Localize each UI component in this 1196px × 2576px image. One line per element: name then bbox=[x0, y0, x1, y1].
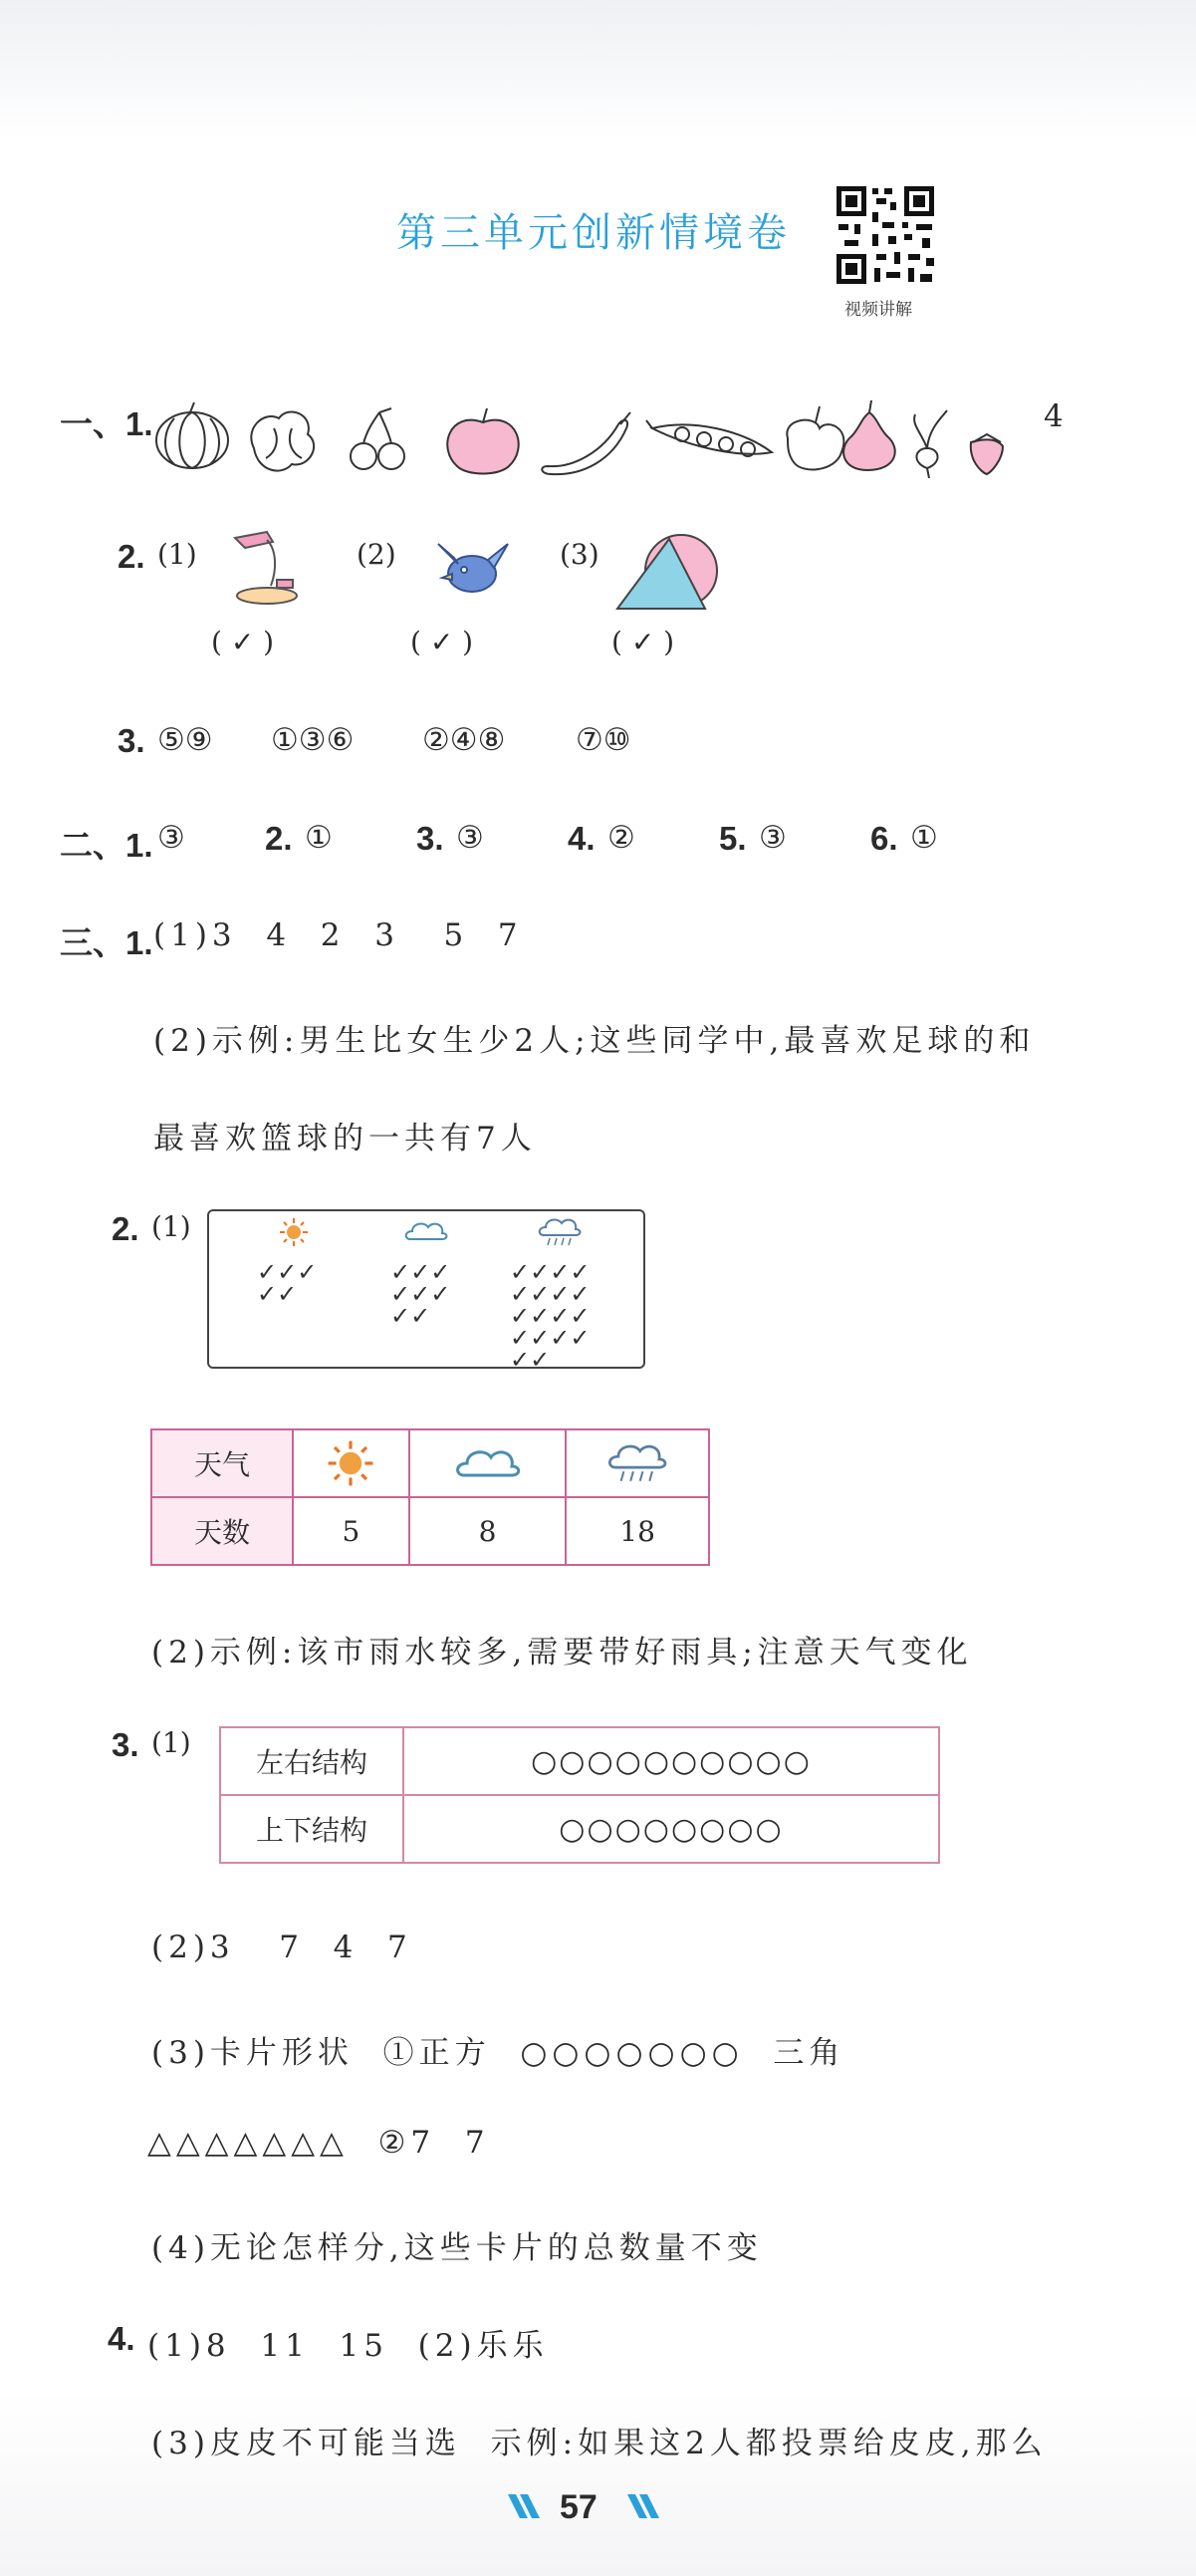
weather-col-cloudy bbox=[409, 1429, 566, 1497]
tally-sunny: ✓✓✓ ✓✓ bbox=[257, 1258, 318, 1308]
bird-icon bbox=[434, 538, 512, 608]
s2-number-5: 5. bbox=[719, 820, 747, 857]
cherries-icon bbox=[351, 408, 404, 469]
s3-q4-part1: (1)8 11 15 (2)乐乐 bbox=[147, 2328, 549, 2364]
apple-icon bbox=[447, 408, 518, 474]
q3-number: 3. bbox=[118, 722, 145, 759]
s2-answer-3: ③ bbox=[456, 820, 484, 856]
days-sunny: 5 bbox=[293, 1497, 409, 1565]
s2-answer-6: ① bbox=[910, 820, 938, 856]
s2-number-3: 3. bbox=[416, 820, 444, 857]
s3-q3-part2: (2)3 7 4 7 bbox=[151, 1930, 412, 1965]
peapod-icon bbox=[646, 420, 772, 456]
rain-cloud-icon bbox=[538, 1217, 582, 1251]
days-cloudy: 8 bbox=[409, 1497, 566, 1565]
s2-number-2: 2. bbox=[265, 820, 293, 857]
s3-q3-part3-line2: △△△△△△△ ②7 7 bbox=[147, 2125, 490, 2161]
weather-col-rainy bbox=[566, 1429, 709, 1497]
structure-circles-lr: ○○○○○○○○○○ bbox=[403, 1727, 939, 1795]
page-number-decoration-left bbox=[506, 2492, 546, 2524]
tally-box bbox=[207, 1209, 645, 1374]
section1-label: 一、1. bbox=[60, 405, 153, 442]
page-number: 57 bbox=[560, 2488, 598, 2526]
tally-rainy: ✓✓✓✓ ✓✓✓✓ ✓✓✓✓ ✓✓✓✓ ✓✓ bbox=[510, 1258, 591, 1374]
sun-icon bbox=[279, 1217, 309, 1251]
days-rainy: 18 bbox=[566, 1497, 709, 1565]
q3-group-4: ⑦⑩ bbox=[576, 722, 631, 758]
s2-answer-5: ③ bbox=[759, 820, 787, 856]
triangle-circle-icon bbox=[613, 533, 723, 617]
pear-icon bbox=[843, 400, 895, 470]
tally-cloudy: ✓✓✓ ✓✓✓ ✓✓ bbox=[390, 1258, 451, 1330]
s2-answer-2: ① bbox=[305, 820, 333, 856]
structure-label-tb: 上下结构 bbox=[220, 1795, 403, 1863]
q1-answer: 4 bbox=[1044, 398, 1069, 434]
q2-number: 2. bbox=[118, 538, 145, 575]
page-title: 第三单元创新情境卷 bbox=[396, 210, 791, 256]
structure-circles-tb: ○○○○○○○○ bbox=[403, 1795, 939, 1863]
s3-q2-number: 2. bbox=[112, 1210, 139, 1247]
cloud-icon bbox=[455, 1445, 521, 1478]
s2-number-6: 6. bbox=[870, 820, 898, 857]
q3-group-2: ①③⑥ bbox=[271, 722, 355, 758]
section3-label: 三、1. bbox=[60, 924, 153, 961]
weather-table bbox=[150, 1428, 710, 1566]
bell-pepper-icon bbox=[787, 406, 843, 469]
qr-caption: 视频讲解 bbox=[844, 300, 912, 319]
days-row-header: 天数 bbox=[151, 1497, 293, 1565]
s2-answer-4: ② bbox=[607, 820, 635, 856]
s3-q3-part1-label: (1) bbox=[151, 1726, 191, 1759]
q2-item3-label: (3) bbox=[560, 538, 599, 571]
structure-label-lr: 左右结构 bbox=[220, 1727, 403, 1795]
s2-number-4: 4. bbox=[568, 820, 596, 857]
page-number-decoration-right bbox=[625, 2492, 665, 2524]
q2-item2-label: (2) bbox=[357, 538, 396, 571]
q3-group-3: ②④⑧ bbox=[422, 722, 506, 758]
q2-item3-mark: ( ✓ ) bbox=[611, 626, 675, 658]
rain-cloud-icon bbox=[607, 1445, 667, 1478]
s3-q1-part2-line1: (2)示例:男生比女生少2人;这些同学中,最喜欢足球的和 bbox=[153, 1023, 1036, 1059]
strawberry-icon bbox=[971, 434, 1003, 474]
s2-answer-1: ③ bbox=[157, 820, 185, 856]
fruit-veg-row bbox=[154, 388, 1031, 478]
s3-q2-part1-label: (1) bbox=[151, 1210, 191, 1243]
cabbage-icon bbox=[251, 411, 314, 470]
q2-item1-label: (1) bbox=[157, 538, 197, 571]
sun-icon bbox=[327, 1445, 374, 1478]
section2-label: 二、1. bbox=[60, 827, 153, 864]
s3-q3-number: 3. bbox=[112, 1726, 139, 1763]
s3-q1-part2-line2: 最喜欢篮球的一共有7人 bbox=[153, 1121, 537, 1157]
structure-table bbox=[219, 1726, 940, 1864]
q2-item2-mark: ( ✓ ) bbox=[410, 626, 474, 658]
q2-item1-mark: ( ✓ ) bbox=[211, 626, 275, 658]
cloud-icon bbox=[404, 1219, 448, 1247]
radish-icon bbox=[914, 410, 947, 478]
eggplant-icon bbox=[542, 412, 630, 474]
weather-row-header: 天气 bbox=[151, 1429, 293, 1497]
s3-q2-part2: (2)示例:该市雨水较多,需要带好雨具;注意天气变化 bbox=[151, 1635, 973, 1671]
s3-q1-part1: (1)3 4 2 3 5 7 bbox=[153, 917, 523, 953]
weather-col-sunny bbox=[293, 1429, 409, 1497]
s3-q3-part3-line1: (3)卡片形状 ①正方 ○○○○○○○ 三角 bbox=[151, 2035, 845, 2071]
s3-q3-part4: (4)无论怎样分,这些卡片的总数量不变 bbox=[151, 2230, 763, 2266]
pumpkin-icon bbox=[156, 402, 228, 468]
desk-lamp-icon bbox=[227, 530, 307, 614]
qr-code-icon[interactable] bbox=[833, 182, 938, 288]
s3-q4-number: 4. bbox=[108, 2320, 135, 2357]
q3-group-1: ⑤⑨ bbox=[157, 722, 213, 758]
s3-q4-part3: (3)皮皮不可能当选 示例:如果这2人都投票给皮皮,那么 bbox=[151, 2426, 1048, 2461]
